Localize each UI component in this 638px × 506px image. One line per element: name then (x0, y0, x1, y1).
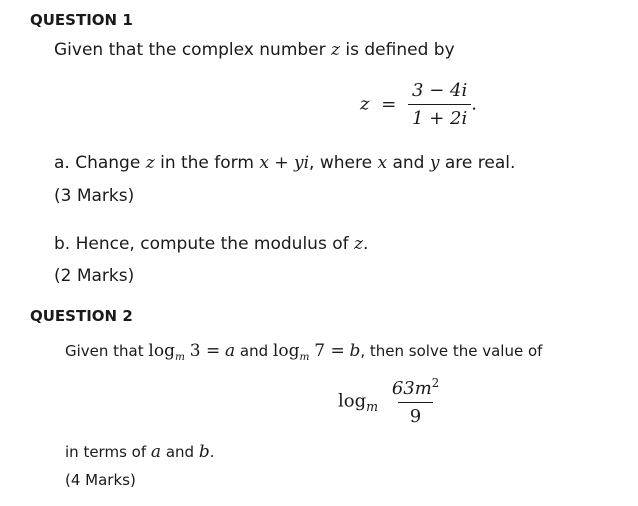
expr-numerator: $63m^2$ (391, 376, 440, 399)
question-2-marks: (4 Marks) (65, 471, 136, 489)
part-a-marks: (3 Marks) (54, 186, 135, 206)
eq-lhs: z (360, 93, 370, 115)
question-1-intro: Given that the complex number z is defined by (54, 40, 455, 60)
part-b-question: b. Hence, compute the modulus of z. (54, 234, 369, 254)
eq-equals: = (381, 93, 397, 115)
question-2-given: Given that $\log_m 3 = a$ and $\log_m 7 = b$, then solve the value of (65, 341, 543, 363)
expr-base: m (366, 399, 379, 415)
part-b-marks: (2 Marks) (54, 266, 135, 286)
q1-equation (360, 80, 477, 129)
q2-expression (338, 376, 443, 427)
question-2-heading: QUESTION 2 (30, 307, 133, 325)
question-2-terms: in terms of a and b. (65, 442, 215, 462)
expr-denominator: 9 (398, 402, 433, 427)
eq-numerator: 3 − 4i (412, 80, 468, 101)
question-1-heading: QUESTION 1 (30, 11, 133, 29)
eq-period: . (471, 93, 477, 115)
eq-denominator: 1 + 2i (408, 104, 471, 129)
part-a-question: a. Change z in the form x + yi, where x and y are real. (54, 153, 516, 173)
expr-log: log (338, 390, 367, 412)
